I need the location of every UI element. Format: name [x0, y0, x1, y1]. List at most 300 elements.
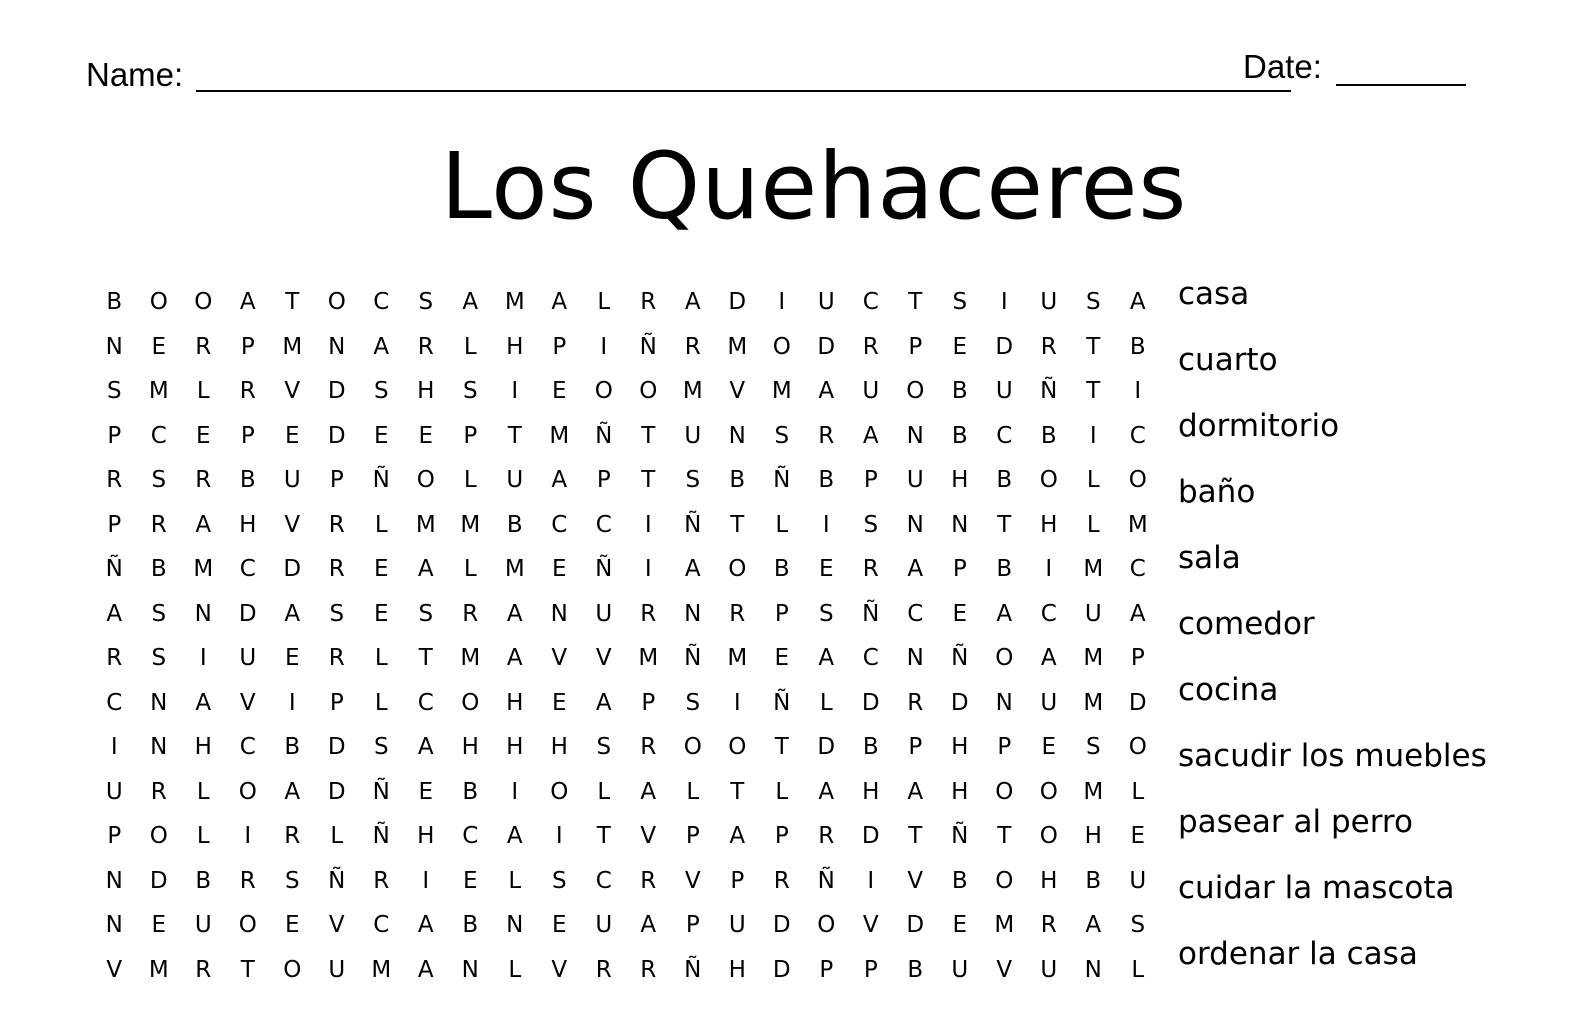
grid-cell[interactable]: O [1128, 734, 1147, 761]
grid-cell[interactable]: D [772, 912, 791, 939]
grid-cell[interactable]: L [508, 867, 522, 894]
grid-cell[interactable]: B [951, 422, 968, 449]
grid-cell[interactable]: P [552, 333, 567, 360]
grid-cell[interactable]: V [595, 645, 612, 672]
grid-cell[interactable]: N [906, 511, 924, 538]
grid-cell[interactable]: M [460, 645, 481, 672]
grid-cell[interactable]: E [1130, 823, 1146, 850]
grid-cell[interactable]: B [1085, 867, 1102, 894]
grid-cell[interactable]: P [908, 333, 923, 360]
grid-cell[interactable]: L [330, 823, 344, 850]
grid-cell[interactable]: A [595, 689, 612, 716]
grid-cell[interactable]: B [284, 734, 301, 761]
grid-cell[interactable]: R [729, 600, 746, 627]
grid-cell[interactable]: O [995, 867, 1014, 894]
grid-cell[interactable]: M [148, 378, 169, 405]
grid-cell[interactable]: C [595, 867, 612, 894]
grid-cell[interactable]: O [550, 778, 569, 805]
grid-cell[interactable]: O [728, 734, 747, 761]
grid-cell[interactable]: P [685, 912, 700, 939]
grid-cell[interactable]: A [818, 645, 835, 672]
grid-cell[interactable]: N [150, 734, 168, 761]
grid-cell[interactable]: L [374, 645, 388, 672]
grid-cell[interactable]: Ñ [951, 823, 969, 850]
grid-cell[interactable]: U [595, 600, 613, 627]
grid-cell[interactable]: R [595, 956, 612, 983]
grid-cell[interactable]: O [194, 289, 213, 316]
grid-cell[interactable]: H [506, 689, 524, 716]
grid-cell[interactable]: O [683, 734, 702, 761]
grid-cell[interactable]: A [996, 600, 1013, 627]
grid-cell[interactable]: D [283, 556, 302, 583]
grid-cell[interactable]: P [952, 556, 967, 583]
grid-cell[interactable]: T [240, 956, 255, 983]
grid-cell[interactable]: N [728, 422, 746, 449]
grid-cell[interactable]: L [597, 778, 611, 805]
grid-cell[interactable]: C [595, 511, 612, 538]
grid-cell[interactable]: Ñ [862, 600, 880, 627]
grid-cell[interactable]: V [862, 912, 879, 939]
grid-cell[interactable]: S [373, 378, 389, 405]
grid-cell[interactable]: I [1089, 422, 1097, 449]
grid-cell[interactable]: D [149, 867, 168, 894]
grid-cell[interactable]: E [195, 422, 211, 449]
grid-cell[interactable]: R [640, 289, 657, 316]
grid-cell[interactable]: A [907, 778, 924, 805]
grid-cell[interactable]: V [551, 956, 568, 983]
grid-cell[interactable]: P [641, 689, 656, 716]
grid-cell[interactable]: A [1085, 912, 1102, 939]
grid-cell[interactable]: S [462, 378, 478, 405]
grid-cell[interactable]: R [818, 422, 835, 449]
grid-cell[interactable]: A [1129, 600, 1146, 627]
grid-cell[interactable]: L [196, 823, 210, 850]
grid-cell[interactable]: A [1040, 645, 1057, 672]
grid-cell[interactable]: Ñ [372, 467, 390, 494]
grid-cell[interactable]: I [511, 778, 519, 805]
grid-cell[interactable]: E [284, 912, 300, 939]
grid-cell[interactable]: L [374, 689, 388, 716]
grid-cell[interactable]: M [504, 289, 525, 316]
grid-cell[interactable]: D [772, 956, 791, 983]
grid-cell[interactable]: M [148, 956, 169, 983]
grid-cell[interactable]: S [418, 600, 434, 627]
grid-cell[interactable]: E [551, 912, 567, 939]
grid-cell[interactable]: I [733, 689, 741, 716]
grid-cell[interactable]: A [506, 600, 523, 627]
grid-cell[interactable]: S [1130, 912, 1146, 939]
grid-cell[interactable]: P [107, 422, 122, 449]
grid-cell[interactable]: L [196, 378, 210, 405]
grid-cell[interactable]: O [728, 556, 747, 583]
grid-cell[interactable]: C [1040, 600, 1057, 627]
grid-cell[interactable]: R [640, 867, 657, 894]
grid-cell[interactable]: D [995, 333, 1014, 360]
grid-cell[interactable]: E [418, 778, 434, 805]
grid-cell[interactable]: E [151, 333, 167, 360]
grid-cell[interactable]: E [462, 867, 478, 894]
grid-cell[interactable]: O [1039, 778, 1058, 805]
grid-cell[interactable]: O [906, 378, 925, 405]
grid-cell[interactable]: H [239, 511, 257, 538]
grid-cell[interactable]: B [462, 912, 479, 939]
grid-cell[interactable]: P [463, 422, 478, 449]
grid-cell[interactable]: R [818, 823, 835, 850]
grid-cell[interactable]: A [284, 600, 301, 627]
grid-cell[interactable]: R [1040, 333, 1057, 360]
grid-cell[interactable]: P [863, 956, 878, 983]
date-line[interactable] [1336, 84, 1466, 86]
grid-cell[interactable]: O [461, 689, 480, 716]
grid-cell[interactable]: I [422, 867, 430, 894]
grid-cell[interactable]: U [239, 645, 257, 672]
grid-cell[interactable]: N [328, 333, 346, 360]
grid-cell[interactable]: U [951, 956, 969, 983]
grid-cell[interactable]: N [550, 600, 568, 627]
grid-cell[interactable]: I [644, 511, 652, 538]
grid-cell[interactable]: B [1040, 422, 1057, 449]
grid-cell[interactable]: L [775, 778, 789, 805]
grid-cell[interactable]: R [1040, 912, 1057, 939]
grid-cell[interactable]: D [238, 600, 257, 627]
grid-cell[interactable]: A [684, 556, 701, 583]
grid-cell[interactable]: R [195, 333, 212, 360]
grid-cell[interactable]: B [729, 467, 746, 494]
grid-cell[interactable]: A [551, 467, 568, 494]
grid-cell[interactable]: M [1083, 645, 1104, 672]
grid-cell[interactable]: B [506, 511, 523, 538]
grid-cell[interactable]: M [1127, 511, 1148, 538]
grid-cell[interactable]: E [373, 422, 389, 449]
grid-cell[interactable]: D [327, 422, 346, 449]
grid-cell[interactable]: A [462, 289, 479, 316]
grid-cell[interactable]: D [861, 823, 880, 850]
grid-cell[interactable]: Ñ [372, 823, 390, 850]
grid-cell[interactable]: R [150, 511, 167, 538]
grid-cell[interactable]: O [149, 823, 168, 850]
grid-cell[interactable]: O [283, 956, 302, 983]
grid-cell[interactable]: T [908, 823, 923, 850]
grid-cell[interactable]: R [862, 556, 879, 583]
grid-cell[interactable]: P [774, 823, 789, 850]
grid-cell[interactable]: D [728, 289, 747, 316]
grid-cell[interactable]: R [773, 867, 790, 894]
grid-cell[interactable]: O [995, 778, 1014, 805]
grid-cell[interactable]: A [818, 778, 835, 805]
grid-cell[interactable]: B [150, 556, 167, 583]
grid-cell[interactable]: A [284, 778, 301, 805]
grid-cell[interactable]: O [327, 289, 346, 316]
grid-cell[interactable]: C [996, 422, 1013, 449]
grid-cell[interactable]: Ñ [595, 556, 613, 583]
grid-cell[interactable]: H [951, 734, 969, 761]
grid-cell[interactable]: S [418, 289, 434, 316]
grid-cell[interactable]: T [285, 289, 300, 316]
grid-cell[interactable]: A [506, 823, 523, 850]
grid-cell[interactable]: B [195, 867, 212, 894]
grid-cell[interactable]: R [239, 378, 256, 405]
grid-cell[interactable]: M [682, 378, 703, 405]
grid-cell[interactable]: Ñ [639, 333, 657, 360]
grid-cell[interactable]: H [194, 734, 212, 761]
grid-cell[interactable]: B [773, 556, 790, 583]
grid-cell[interactable]: V [907, 867, 924, 894]
grid-cell[interactable]: T [507, 422, 522, 449]
grid-cell[interactable]: M [415, 511, 436, 538]
grid-cell[interactable]: I [1134, 378, 1142, 405]
grid-cell[interactable]: O [1128, 467, 1147, 494]
grid-cell[interactable]: A [195, 689, 212, 716]
grid-cell[interactable]: H [417, 823, 435, 850]
grid-cell[interactable]: U [105, 778, 123, 805]
grid-cell[interactable]: O [238, 778, 257, 805]
grid-cell[interactable]: N [194, 600, 212, 627]
grid-cell[interactable]: I [822, 511, 830, 538]
grid-cell[interactable]: A [640, 912, 657, 939]
grid-cell[interactable]: E [952, 333, 968, 360]
grid-cell[interactable]: Ñ [1040, 378, 1058, 405]
grid-cell[interactable]: B [462, 778, 479, 805]
grid-cell[interactable]: H [1084, 823, 1102, 850]
grid-cell[interactable]: L [819, 689, 833, 716]
grid-cell[interactable]: A [417, 556, 434, 583]
grid-cell[interactable]: E [774, 645, 790, 672]
grid-cell[interactable]: A [106, 600, 123, 627]
grid-cell[interactable]: E [952, 912, 968, 939]
grid-cell[interactable]: N [506, 912, 524, 939]
grid-cell[interactable]: P [908, 734, 923, 761]
grid-cell[interactable]: P [329, 467, 344, 494]
grid-cell[interactable]: C [551, 511, 568, 538]
grid-cell[interactable]: Ñ [773, 689, 791, 716]
grid-cell[interactable]: I [555, 823, 563, 850]
grid-cell[interactable]: U [817, 289, 835, 316]
grid-cell[interactable]: E [373, 600, 389, 627]
grid-cell[interactable]: M [1083, 778, 1104, 805]
grid-cell[interactable]: N [150, 689, 168, 716]
grid-cell[interactable]: B [996, 467, 1013, 494]
grid-cell[interactable]: A [729, 823, 746, 850]
grid-cell[interactable]: T [997, 511, 1012, 538]
grid-cell[interactable]: S [151, 467, 167, 494]
grid-cell[interactable]: H [506, 333, 524, 360]
grid-cell[interactable]: I [867, 867, 875, 894]
grid-cell[interactable]: I [1000, 289, 1008, 316]
grid-cell[interactable]: S [1085, 289, 1101, 316]
grid-cell[interactable]: N [995, 689, 1013, 716]
grid-cell[interactable]: A [862, 422, 879, 449]
grid-cell[interactable]: R [640, 600, 657, 627]
grid-cell[interactable]: P [240, 333, 255, 360]
grid-cell[interactable]: A [417, 912, 434, 939]
grid-cell[interactable]: A [818, 378, 835, 405]
grid-cell[interactable]: A [1129, 289, 1146, 316]
grid-cell[interactable]: R [907, 689, 924, 716]
grid-cell[interactable]: V [106, 956, 123, 983]
grid-cell[interactable]: U [506, 467, 524, 494]
grid-cell[interactable]: V [729, 378, 746, 405]
grid-cell[interactable]: H [1040, 867, 1058, 894]
grid-cell[interactable]: D [327, 378, 346, 405]
grid-cell[interactable]: P [819, 956, 834, 983]
grid-cell[interactable]: V [996, 956, 1013, 983]
grid-cell[interactable]: O [639, 378, 658, 405]
grid-cell[interactable]: E [284, 422, 300, 449]
grid-cell[interactable]: A [373, 333, 390, 360]
grid-cell[interactable]: M [727, 333, 748, 360]
grid-cell[interactable]: N [105, 912, 123, 939]
grid-cell[interactable]: R [640, 956, 657, 983]
grid-cell[interactable]: M [282, 333, 303, 360]
grid-cell[interactable]: R [417, 333, 434, 360]
grid-cell[interactable]: A [506, 645, 523, 672]
grid-cell[interactable]: A [551, 289, 568, 316]
grid-cell[interactable]: U [1040, 956, 1058, 983]
grid-cell[interactable]: N [906, 422, 924, 449]
grid-cell[interactable]: L [463, 556, 477, 583]
grid-cell[interactable]: U [906, 467, 924, 494]
grid-cell[interactable]: S [596, 734, 612, 761]
grid-cell[interactable]: O [772, 333, 791, 360]
grid-cell[interactable]: V [328, 912, 345, 939]
grid-cell[interactable]: Ñ [951, 645, 969, 672]
grid-cell[interactable]: R [462, 600, 479, 627]
grid-cell[interactable]: I [110, 734, 118, 761]
grid-cell[interactable]: U [283, 467, 301, 494]
grid-cell[interactable]: A [195, 511, 212, 538]
grid-cell[interactable]: R [640, 734, 657, 761]
grid-cell[interactable]: M [1083, 689, 1104, 716]
grid-cell[interactable]: U [194, 912, 212, 939]
grid-cell[interactable]: Ñ [684, 511, 702, 538]
grid-cell[interactable]: S [685, 689, 701, 716]
grid-cell[interactable]: N [951, 511, 969, 538]
grid-cell[interactable]: D [817, 734, 836, 761]
grid-cell[interactable]: S [284, 867, 300, 894]
grid-cell[interactable]: H [728, 956, 746, 983]
grid-cell[interactable]: M [371, 956, 392, 983]
grid-cell[interactable]: A [417, 734, 434, 761]
grid-cell[interactable]: C [1129, 556, 1146, 583]
grid-cell[interactable]: H [951, 467, 969, 494]
grid-cell[interactable]: L [1086, 467, 1100, 494]
grid-cell[interactable]: U [684, 422, 702, 449]
grid-cell[interactable]: D [327, 778, 346, 805]
grid-cell[interactable]: A [239, 289, 256, 316]
grid-cell[interactable]: B [106, 289, 123, 316]
grid-cell[interactable]: L [463, 333, 477, 360]
grid-cell[interactable]: E [551, 689, 567, 716]
grid-cell[interactable]: V [284, 511, 301, 538]
grid-cell[interactable]: P [107, 511, 122, 538]
grid-cell[interactable]: L [463, 467, 477, 494]
grid-cell[interactable]: V [284, 378, 301, 405]
grid-cell[interactable]: H [862, 778, 880, 805]
grid-cell[interactable]: I [511, 378, 519, 405]
grid-cell[interactable]: U [862, 378, 880, 405]
grid-cell[interactable]: R [862, 333, 879, 360]
grid-cell[interactable]: M [727, 645, 748, 672]
grid-cell[interactable]: M [460, 511, 481, 538]
grid-cell[interactable]: D [906, 912, 925, 939]
grid-cell[interactable]: Ñ [773, 467, 791, 494]
grid-cell[interactable]: N [1084, 956, 1102, 983]
grid-cell[interactable]: L [686, 778, 700, 805]
grid-cell[interactable]: H [506, 734, 524, 761]
grid-cell[interactable]: E [551, 556, 567, 583]
grid-cell[interactable]: D [950, 689, 969, 716]
grid-cell[interactable]: Ñ [817, 867, 835, 894]
grid-cell[interactable]: P [997, 734, 1012, 761]
grid-cell[interactable]: B [951, 378, 968, 405]
grid-cell[interactable]: C [106, 689, 123, 716]
grid-cell[interactable]: N [461, 956, 479, 983]
grid-cell[interactable]: H [1040, 511, 1058, 538]
grid-cell[interactable]: R [373, 867, 390, 894]
grid-cell[interactable]: N [105, 333, 123, 360]
grid-cell[interactable]: M [1083, 556, 1104, 583]
grid-cell[interactable]: I [199, 645, 207, 672]
grid-cell[interactable]: C [462, 823, 479, 850]
grid-cell[interactable]: U [728, 912, 746, 939]
grid-cell[interactable]: L [196, 778, 210, 805]
grid-cell[interactable]: H [417, 378, 435, 405]
grid-cell[interactable]: V [684, 867, 701, 894]
grid-cell[interactable]: A [907, 556, 924, 583]
grid-cell[interactable]: D [861, 689, 880, 716]
grid-cell[interactable]: C [1129, 422, 1146, 449]
grid-cell[interactable]: U [995, 378, 1013, 405]
grid-cell[interactable]: M [771, 378, 792, 405]
grid-cell[interactable]: Ñ [595, 422, 613, 449]
grid-cell[interactable]: U [595, 912, 613, 939]
grid-cell[interactable]: V [239, 689, 256, 716]
grid-cell[interactable]: Ñ [328, 867, 346, 894]
grid-cell[interactable]: C [417, 689, 434, 716]
grid-cell[interactable]: M [994, 912, 1015, 939]
grid-cell[interactable]: D [817, 333, 836, 360]
grid-cell[interactable]: I [778, 289, 786, 316]
grid-cell[interactable]: S [329, 600, 345, 627]
grid-cell[interactable]: R [195, 467, 212, 494]
grid-cell[interactable]: S [818, 600, 834, 627]
grid-cell[interactable]: R [239, 867, 256, 894]
grid-cell[interactable]: P [1130, 645, 1145, 672]
grid-cell[interactable]: Ñ [684, 645, 702, 672]
grid-cell[interactable]: P [774, 600, 789, 627]
grid-cell[interactable]: U [328, 956, 346, 983]
grid-cell[interactable]: T [641, 467, 656, 494]
grid-cell[interactable]: B [996, 556, 1013, 583]
grid-cell[interactable]: M [193, 556, 214, 583]
grid-cell[interactable]: O [995, 645, 1014, 672]
grid-cell[interactable]: S [863, 511, 879, 538]
grid-cell[interactable]: O [149, 289, 168, 316]
grid-cell[interactable]: S [1085, 734, 1101, 761]
grid-cell[interactable]: P [107, 823, 122, 850]
grid-cell[interactable]: L [597, 289, 611, 316]
grid-cell[interactable]: H [550, 734, 568, 761]
grid-cell[interactable]: P [863, 467, 878, 494]
grid-cell[interactable]: B [1129, 333, 1146, 360]
grid-cell[interactable]: U [1040, 289, 1058, 316]
grid-cell[interactable]: S [774, 422, 790, 449]
grid-cell[interactable]: V [551, 645, 568, 672]
grid-cell[interactable]: P [730, 867, 745, 894]
grid-cell[interactable]: E [1041, 734, 1057, 761]
grid-cell[interactable]: B [907, 956, 924, 983]
grid-cell[interactable]: O [594, 378, 613, 405]
